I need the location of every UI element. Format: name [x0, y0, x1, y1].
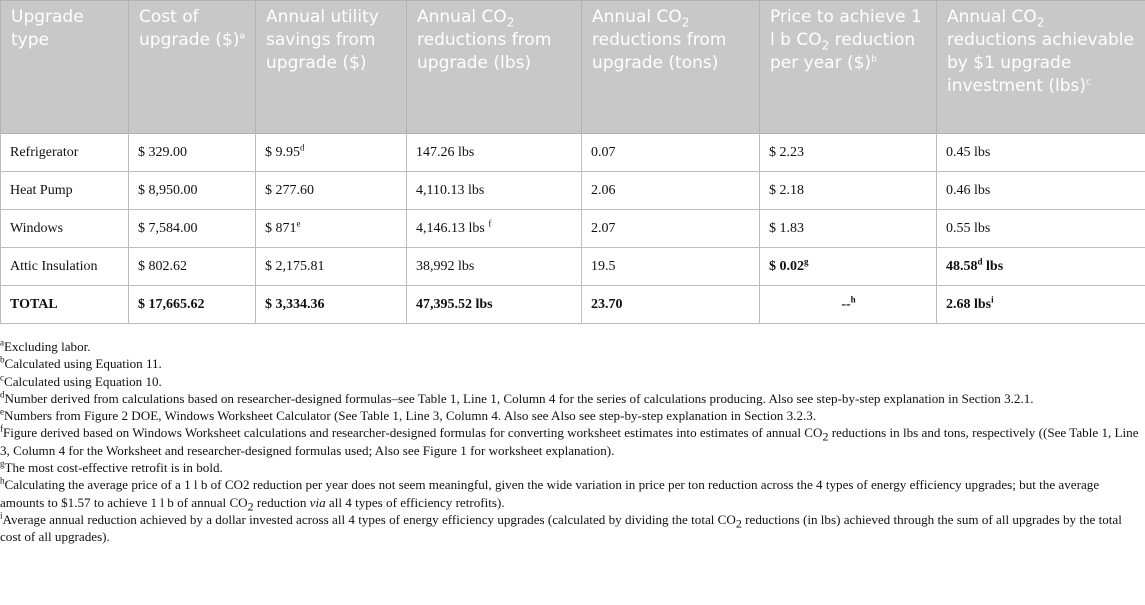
header-cost: Cost of upgrade ($)$^a$	[129, 1, 256, 134]
header-price-per-lb: Price to achieve 1 l b $CO_2$ reduction per year ($)$^b$	[760, 1, 937, 134]
header-co2-lbs: Annual $CO_2$ reductions from upgrade (lbs)	[407, 1, 582, 134]
cell-upgrade-type: Refrigerator	[1, 134, 129, 172]
footnote-f: $^f$Figure derived based on Windows Worksheet calculations and researcher-designed formulas for converting worksheet estimates into estimates of annual $CO_2$ reductions in lbs and tons, respectively ((See Table 1, Line 3, Column 4 for the Worksheet and researcher-designed formulas used; Also see Figure 1 for worksheet explanation).	[0, 424, 1139, 458]
cell-co2-tons: 0.07	[582, 134, 760, 172]
table-row	[1, 210, 1145, 248]
footnote-i: $^i$Average annual reduction achieved by a dollar invested across all 4 types of energy efficiency upgrades (calculated by dividing the total $CO_2$ reductions (in lbs) achieved through the sum of all upgrades by the total cost of all upgrades).	[0, 510, 1122, 545]
cell-savings: $ 871e	[256, 210, 407, 248]
cell-total-savings: $ 3,334.36	[256, 286, 407, 324]
cell-price-per-lb: $ 2.23	[760, 134, 937, 172]
cell-upgrade-type: Windows	[1, 210, 129, 248]
cell-total-label: TOTAL	[1, 286, 129, 324]
cell-co2-lbs: 147.26 lbs	[407, 134, 582, 172]
cell-co2-per-dollar: 48.58$^d$ lbs	[937, 248, 1145, 286]
footnote-d: $^d$Number derived from calculations based on researcher-designed formulas–see Table 1, Line 1, Column 4 for the series of calculations producing. Also see step-by-step explanation in Section 3.2.1.	[0, 389, 1034, 406]
cell-savings: $ 2,175.81	[256, 248, 407, 286]
footnote-g: $^g$The most cost-effective retrofit is in bold.	[0, 458, 223, 476]
cell-cost: $ 7,584.00	[129, 210, 256, 248]
cell-co2-per-dollar: 0.55 lbs	[937, 210, 1145, 248]
cell-total-co2-per-dollar: 2.68 lbs$^i$	[937, 286, 1145, 324]
table-footnotes	[0, 338, 1140, 546]
header-utility-savings: Annual utility savings from upgrade ($)	[256, 1, 407, 134]
footnote-c: $^c$Calculated using Equation 10.	[0, 372, 162, 389]
table-row	[1, 172, 1145, 210]
cell-cost: $ 802.62	[129, 248, 256, 286]
cell-total-co2-tons: 23.70	[582, 286, 760, 324]
footnote-a: $^a$Excluding labor.	[0, 337, 91, 354]
footnote-b: $^b$Calculated using Equation 11.	[0, 354, 162, 372]
cell-savings: $ 9.95$^d$	[256, 134, 407, 172]
footnote-e: $^e$Numbers from Figure 2 DOE, Windows Worksheet Calculator (See Table 1, Line 3, Column 4. Also see Also see step-by-step explanation in Section 3.2.3.	[0, 406, 817, 424]
cell-co2-lbs: 38,992 lbs	[407, 248, 582, 286]
cell-co2-tons: 19.5	[582, 248, 760, 286]
cell-price-per-lb: $ 1.83	[760, 210, 937, 248]
cell-price-per-lb: $ 2.18	[760, 172, 937, 210]
table-row	[1, 248, 1145, 286]
cell-cost: $ 8,950.00	[129, 172, 256, 210]
cell-co2-per-dollar: 0.46 lbs	[937, 172, 1145, 210]
header-upgrade-type: Upgrade type	[1, 1, 129, 134]
header-row	[1, 1, 1145, 134]
cell-co2-tons: 2.07	[582, 210, 760, 248]
cell-savings: $ 277.60	[256, 172, 407, 210]
cell-cost: $ 329.00	[129, 134, 256, 172]
cell-upgrade-type: Attic Insulation	[1, 248, 129, 286]
header-co2-tons: Annual $CO_2$ reductions from upgrade (tons)	[582, 1, 760, 134]
cell-co2-lbs: 4,110.13 lbs	[407, 172, 582, 210]
cell-co2-lbs: 4,146.13 lbs $^f$	[407, 210, 582, 248]
cell-co2-tons: 2.06	[582, 172, 760, 210]
footnote-h: $^h$Calculating the average price of a 1 l b of CO2 reduction per year does not seem meaningful, given the wide variation in price per ton reduction across the 4 types of energy efficiency upgrades; but the average amounts to $1.57 to achieve 1 l b of annual $CO_2$ reduction via all 4 types of efficiency retrofits).	[0, 476, 1100, 514]
cell-total-cost: $ 17,665.62	[129, 286, 256, 324]
cell-total-co2-lbs: 47,395.52 lbs	[407, 286, 582, 324]
header-co2-per-dollar: Annual $CO_2$ reductions achievable by $1 upgrade investment (lbs)$^c$	[937, 1, 1145, 134]
cell-co2-per-dollar: 0.45 lbs	[937, 134, 1145, 172]
table-row	[1, 134, 1145, 172]
cell-upgrade-type: Heat Pump	[1, 172, 129, 210]
cell-price-per-lb: $ 0.02$^g$	[760, 248, 937, 286]
total-row	[1, 286, 1145, 324]
cell-total-price: --$^h$	[760, 286, 937, 324]
